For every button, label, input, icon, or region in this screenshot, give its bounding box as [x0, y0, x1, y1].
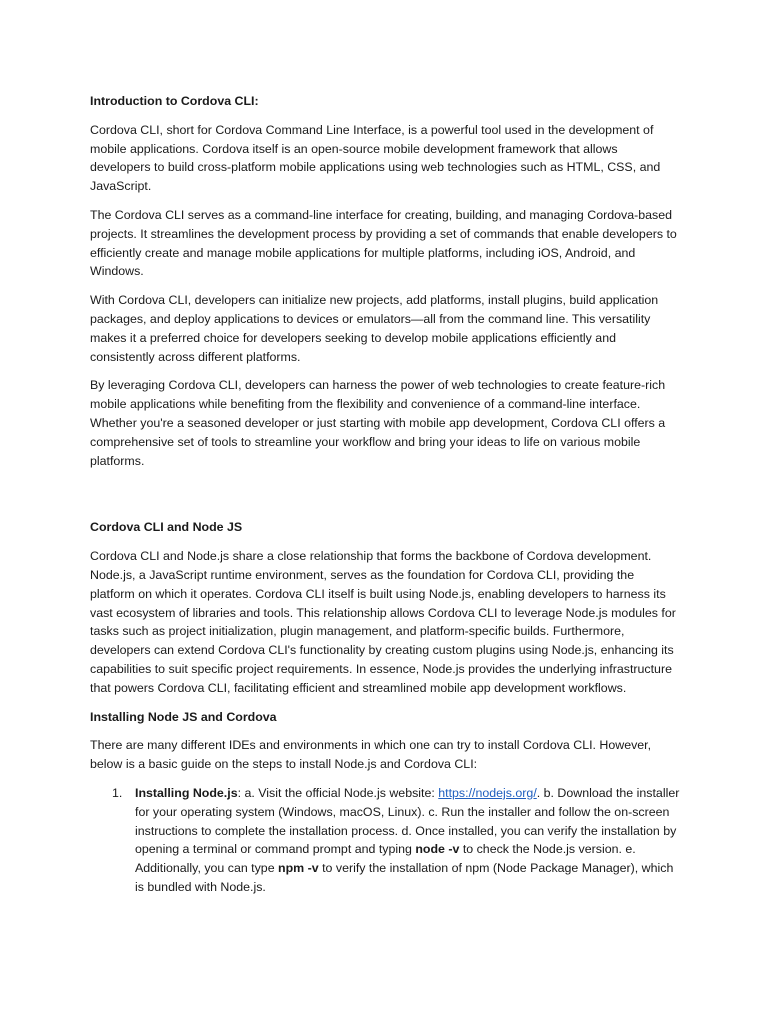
intro-paragraph-2: The Cordova CLI serves as a command-line interface for creating, building, and managing Cordova-based projects. It streamlines the development process by providing a set of commands that enable developers to efficiently create and manage mobile applications for multiple platforms, including iOS, Android, and Windows.	[90, 207, 677, 279]
section-spacer	[90, 480, 680, 518]
node-section-paragraph: Cordova CLI and Node.js share a close relationship that forms the backbone of Cordova development. Node.js, a JavaScript runtime environment, serves as the foundation for Cordova CLI, providing the platform on which it operates. Cordova CLI itself is built using Node.js, enabling developers to harness its vast ecosystem of libraries and tools. This relationship allows Cordova CLI to leverage Node.js modules for tasks such as project initialization, plugin management, and platform-specific builds. Furthermore, developers can extend Cordova CLI's functionality by creating custom plugins using Node.js, enhancing its capabilities to suit specific project requirements. In essence, Node.js provides the underlying infrastructure that powers Cordova CLI, facilitating efficient and streamlined mobile app development workflows.	[90, 549, 676, 695]
node-section-heading: Cordova CLI and Node JS	[90, 520, 243, 535]
document-page	[90, 92, 680, 897]
list-item-number: 1.	[112, 785, 123, 800]
install-section-heading: Installing Node JS and Cordova	[90, 709, 277, 724]
intro-heading: Introduction to Cordova CLI:	[90, 94, 259, 108]
step-text-a: a. Visit the official Node.js website:	[241, 785, 439, 800]
intro-paragraph-1: Cordova CLI, short for Cordova Command Line Interface, is a powerful tool used in the development of mobile applications. Cordova itself is an open-source mobile development framework that allows developers to build cross-platform mobile applications using web technologies such as HTML, CSS, and JavaScript.	[90, 122, 661, 194]
step-text-d: to verify the installation of npm (Node Package Manager), which is bundled with Node.js.	[135, 861, 674, 894]
step-title-colon: :	[237, 785, 242, 800]
install-section-paragraph: There are many different IDEs and environments in which one can try to install Cordova CLI. However, below is a basic guide on the steps to install Node.js and Cordova CLI:	[90, 738, 652, 772]
intro-paragraph-3: With Cordova CLI, developers can initialize new projects, add platforms, install plugins, build application packages, and deploy applications to devices or emulators—all from the command line. This versatility makes it a preferred choice for developers seeking to develop mobile applications efficiently and consistently across different platforms.	[90, 293, 659, 364]
step-title: Installing Node.js	[135, 785, 238, 800]
step-text-b: . b. Download the installer for your operating system (Windows, macOS, Linux). c. Run the installer and follow the on-screen instructions to complete the installation process. d. Once installed, you can verify the installation by opening a terminal or command prompt and typing	[135, 785, 680, 857]
nodejs-website-link[interactable]: https://nodejs.org/	[438, 785, 537, 800]
step-text-c: to check the Node.js version. e. Additionally, you can type	[135, 842, 636, 876]
intro-paragraph-4: By leveraging Cordova CLI, developers can harness the power of web technologies to create feature-rich mobile applications while benefiting from the flexibility and convenience of a command-line interface. Whether you're a seasoned developer or just starting with mobile app development, Cordova CLI offers a comprehensive set of tools to streamline your workflow and bring your ideas to life on various mobile platforms.	[90, 378, 666, 468]
list-item	[90, 784, 680, 897]
install-steps-list	[90, 784, 680, 897]
command-node-version: node -v	[415, 842, 460, 857]
command-npm-version: npm -v	[278, 861, 319, 876]
